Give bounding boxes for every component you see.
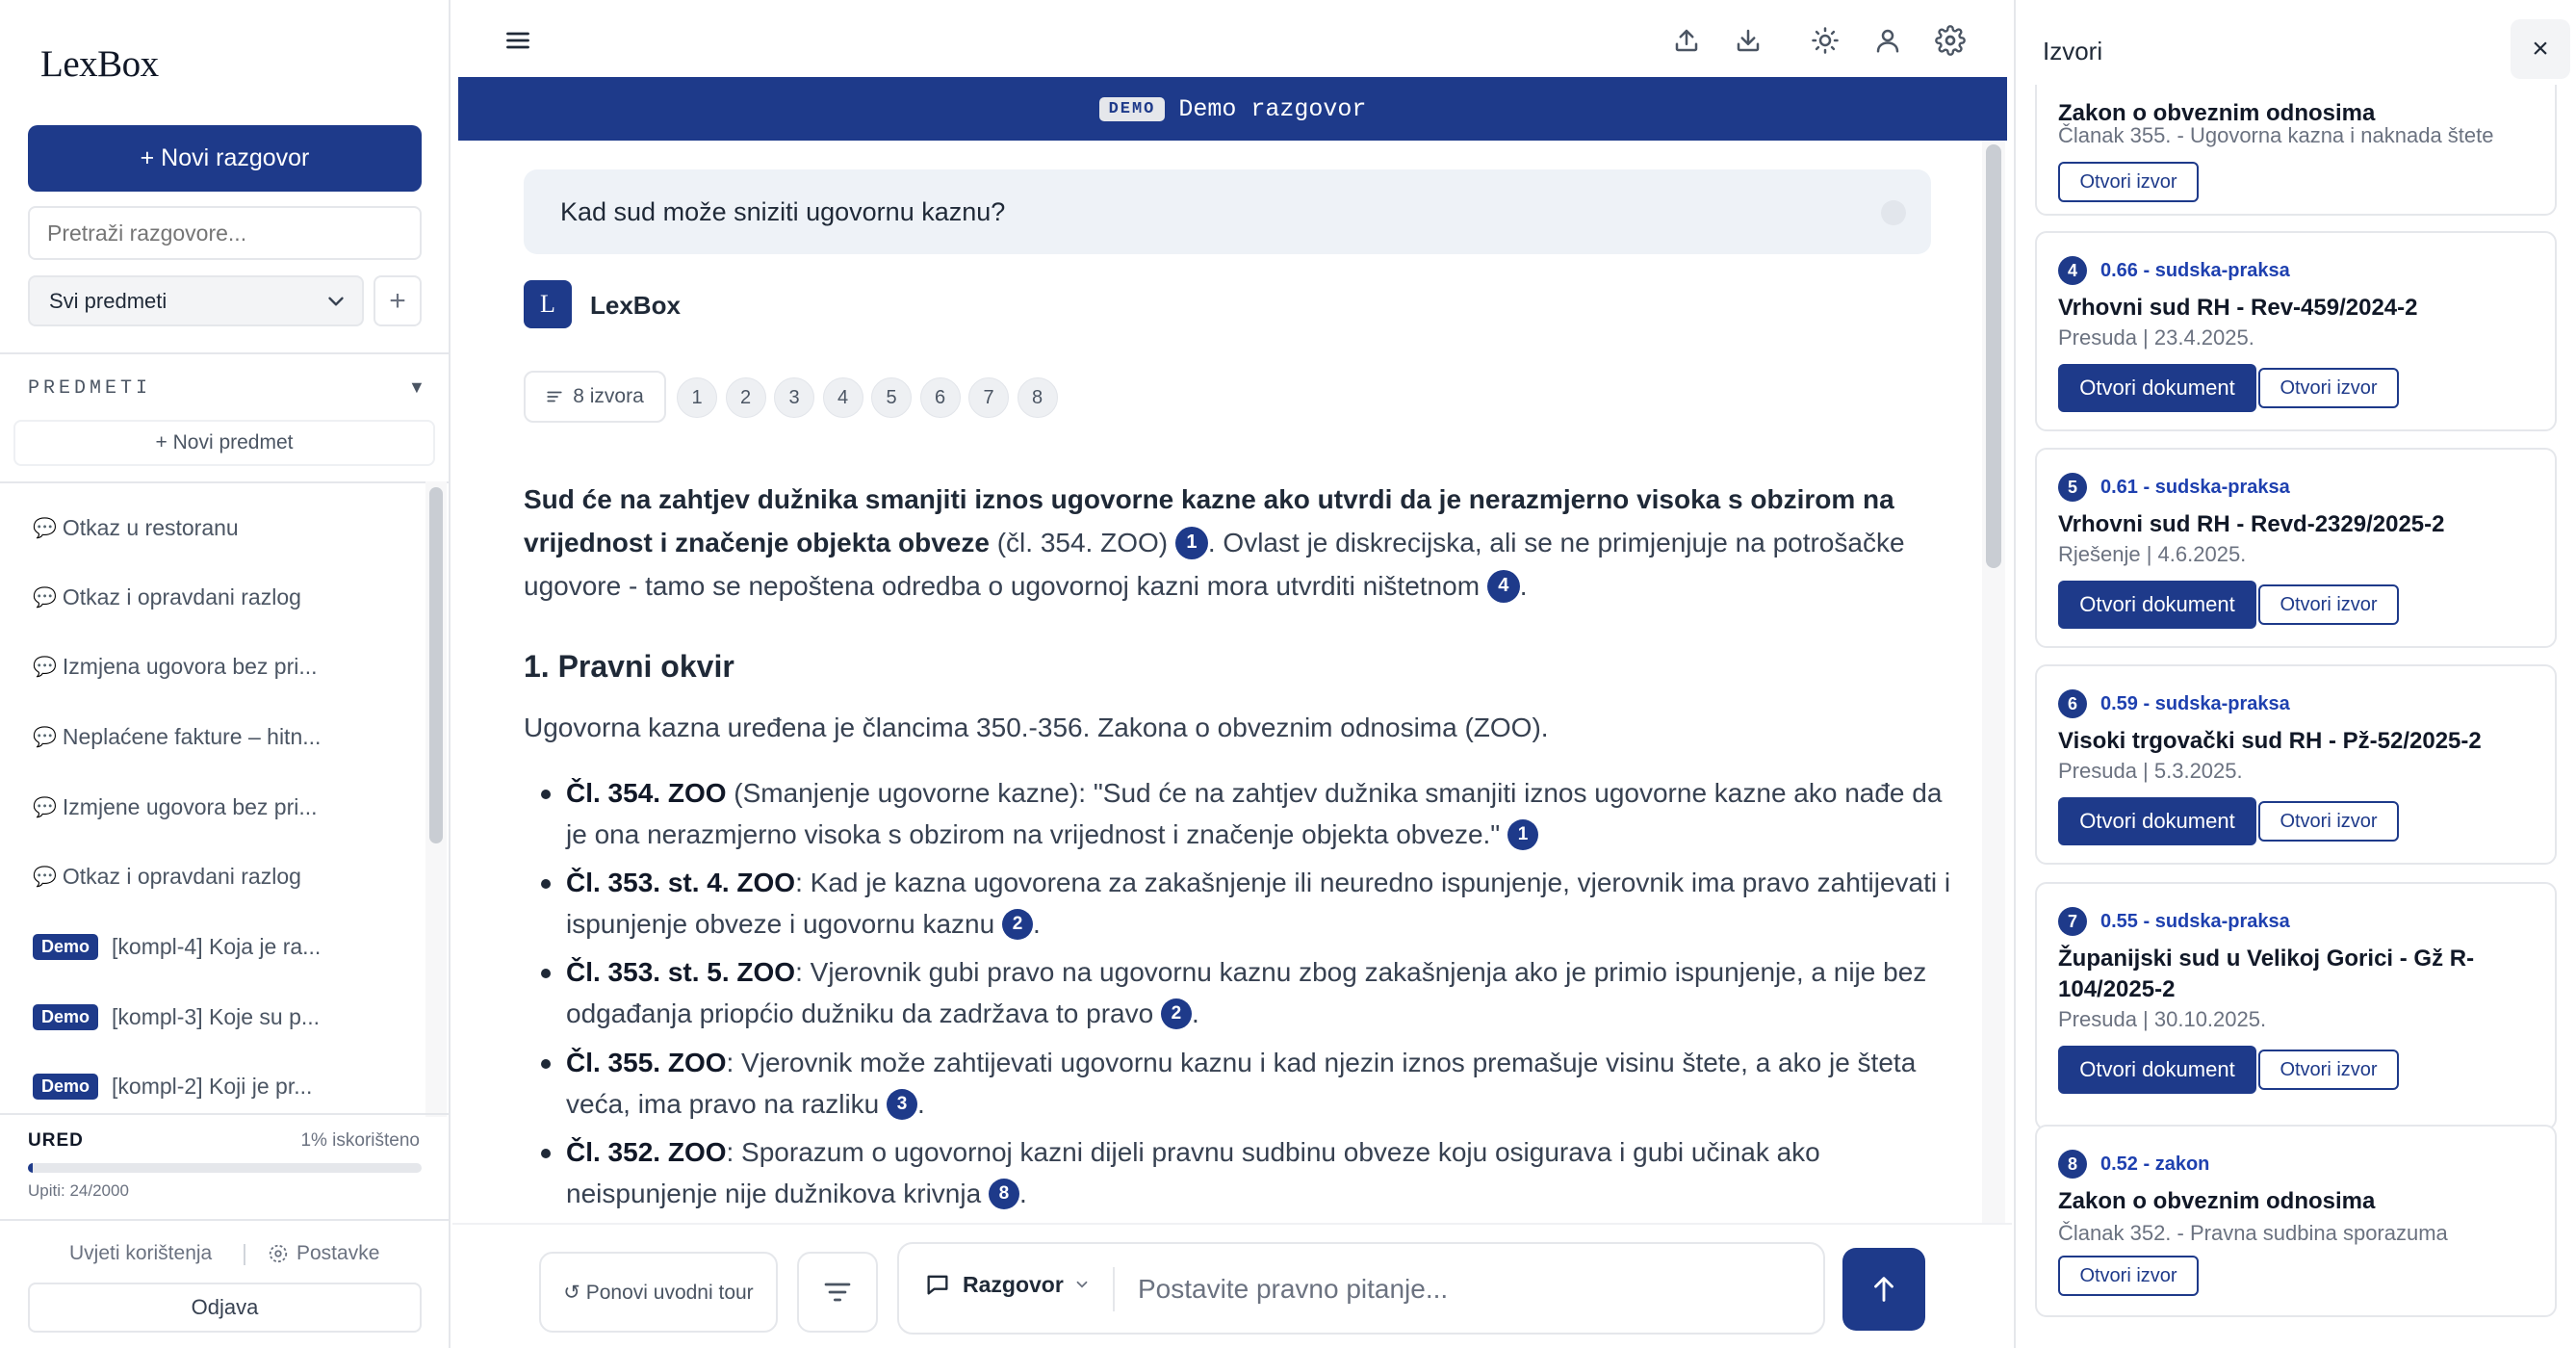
chat-scrollbar[interactable]	[1986, 144, 2001, 568]
source-title: Zakon o obveznim odnosima	[2058, 1188, 2376, 1214]
conversation-title: [kompl-4] Koja je ra...	[112, 933, 322, 959]
chat-bubble-icon: 💬	[33, 726, 57, 748]
source-pill[interactable]: 4	[823, 377, 863, 418]
citation-badge[interactable]: 1	[1507, 819, 1538, 850]
subjects-heading: PREDMETI	[28, 377, 152, 400]
article-text: (Smanjenje ugovorne kazne): "Sud će na zahtjev dužnika smanjiti iznos ugovorne kazne ako nađe da je ona nerazmjerno visoka s obzirom na vrijednost i značenje objekta obveze."	[566, 778, 1943, 849]
demo-badge: Demo	[33, 1074, 98, 1100]
user-icon	[1873, 26, 1902, 55]
source-meta	[2058, 907, 2290, 936]
conversation-item[interactable]	[33, 859, 301, 894]
download-button[interactable]	[1729, 21, 1767, 60]
demo-tag: DEMO	[1099, 97, 1166, 121]
source-pill[interactable]: 7	[968, 377, 1009, 418]
citation-badge[interactable]: 2	[1161, 998, 1192, 1029]
article-text: : Sporazum o ugovornoj kazni dijeli pravnu sudbinu obveze koju osigurava i gubi učinak ako neispunjenje nije dužnikova krivnja	[566, 1137, 1820, 1208]
source-subtitle: Članak 355. - Ugovorna kazna i naknada štete	[2058, 123, 2494, 147]
conversation-title: Otkaz i opravdani razlog	[62, 583, 301, 609]
filter-icon	[822, 1277, 853, 1308]
answer-lead-bold: Sud će na zahtjev dužnika smanjiti iznos ugovorne kazne ako utvrdi da je nerazmjerno visoka s obzirom na vrijednost i značenje objekta obveze	[524, 484, 1894, 557]
article-end: .	[1191, 998, 1199, 1028]
source-subtitle: Presuda | 5.3.2025.	[2058, 759, 2243, 783]
sources-toggle-button[interactable]	[524, 371, 666, 423]
open-document-button[interactable]: Otvori dokument	[2058, 797, 2256, 845]
chat-main	[452, 0, 2012, 1348]
user-question-text: Kad sud može sniziti ugovornu kaznu?	[560, 196, 1006, 226]
source-card	[2035, 85, 2557, 216]
source-pill[interactable]: 5	[871, 377, 912, 418]
sources-panel-title: Izvori	[2043, 37, 2103, 65]
source-title: Zakon o obveznim odnosima	[2058, 100, 2376, 126]
usage-percent: 1% iskorišteno	[300, 1130, 420, 1151]
source-card	[2035, 664, 2557, 865]
open-source-button[interactable]: Otvori izvor	[2058, 1256, 2199, 1296]
divider	[244, 1244, 245, 1265]
citation-badge[interactable]: 2	[1002, 909, 1033, 940]
open-document-button[interactable]: Otvori dokument	[2058, 364, 2256, 412]
source-score: 0.66 - sudska-praksa	[2100, 259, 2290, 281]
conversation-title: [kompl-3] Koje su p...	[112, 1003, 321, 1029]
demo-banner	[458, 77, 2007, 141]
citation-badge[interactable]: 8	[989, 1179, 1019, 1209]
open-source-button[interactable]: Otvori izvor	[2258, 584, 2399, 625]
source-subtitle: Presuda | 30.10.2025.	[2058, 1007, 2267, 1031]
source-score: 0.61 - sudska-praksa	[2100, 476, 2290, 498]
conversation-item[interactable]	[33, 580, 301, 614]
source-card	[2035, 1125, 2557, 1317]
source-pill[interactable]: 8	[1018, 377, 1058, 418]
source-pill[interactable]: 2	[726, 377, 766, 418]
bot-name: LexBox	[590, 291, 681, 320]
article-reference: Čl. 353. st. 4. ZOO	[566, 868, 796, 897]
article-end: .	[1018, 1179, 1027, 1208]
source-card	[2035, 448, 2557, 648]
chat-bubble-icon: 💬	[33, 796, 57, 818]
menu-button[interactable]	[499, 21, 537, 60]
chevron-down-icon	[323, 289, 348, 314]
conversation-item[interactable]	[33, 790, 318, 824]
logout-button[interactable]: Odjava	[28, 1283, 422, 1333]
article-reference: Čl. 354. ZOO	[566, 778, 727, 808]
source-title: Vrhovni sud RH - Revd-2329/2025-2	[2058, 511, 2445, 537]
divider	[0, 1219, 449, 1221]
demo-badge: Demo	[33, 1004, 98, 1030]
conversation-title: Otkaz i opravdani razlog	[62, 863, 301, 889]
open-document-button[interactable]: Otvori dokument	[2058, 1046, 2256, 1094]
new-subject-button[interactable]: + Novi predmet	[13, 420, 435, 466]
subject-filter-select[interactable]	[28, 275, 364, 326]
source-title: Visoki trgovački sud RH - Pž-52/2025-2	[2058, 728, 2482, 754]
divider	[0, 481, 449, 483]
legal-article-item	[566, 1042, 1952, 1125]
conversation-title: Demo razgovor	[1178, 94, 1367, 123]
conversation-title: Izmjena ugovora bez pri...	[62, 653, 318, 679]
article-text: : Kad je kazna ugovorena za zakašnjenje ili neuredno ispunjenje, vjerovnik ima pravo zahtijevati i ispunjenje obveze i ugovornu kaznu	[566, 868, 1951, 939]
conversation-list	[0, 485, 424, 1111]
conversation-item[interactable]	[33, 719, 321, 754]
answer-lead-end: .	[1519, 571, 1528, 601]
add-subject-button[interactable]	[374, 275, 422, 326]
conversation-item[interactable]	[33, 999, 320, 1034]
source-pill[interactable]: 6	[920, 377, 961, 418]
chat-bubble-icon	[924, 1271, 951, 1298]
legal-article-item	[566, 772, 1952, 855]
citation-badge[interactable]: 1	[1175, 527, 1208, 559]
open-source-button[interactable]: Otvori izvor	[2258, 368, 2399, 408]
legal-article-item	[566, 862, 1952, 945]
source-number: 6	[2058, 689, 2087, 718]
upload-icon	[1672, 26, 1701, 55]
citation-badge[interactable]: 4	[1487, 570, 1520, 603]
usage-queries: Upiti: 24/2000	[28, 1181, 129, 1200]
source-pill[interactable]: 3	[774, 377, 814, 418]
bot-avatar: L	[524, 280, 572, 328]
conversation-item[interactable]	[33, 929, 321, 964]
source-title: Županijski sud u Velikoj Gorici - Gž R-104/2025-2	[2058, 946, 2475, 1002]
close-icon[interactable]: ×	[2511, 19, 2570, 79]
chat-bubble-icon: 💬	[33, 517, 57, 539]
theme-toggle-button[interactable]	[1806, 21, 1844, 60]
mode-select-value: Razgovor	[963, 1271, 1064, 1297]
new-conversation-button[interactable]: + Novi razgovor	[28, 125, 422, 192]
usage-plan-label: URED	[28, 1130, 84, 1151]
app-logo: LexBox	[40, 43, 159, 85]
source-card-list	[2016, 85, 2576, 1348]
divider	[0, 352, 449, 354]
source-subtitle: Članak 352. - Pravna sudbina sporazuma	[2058, 1221, 2448, 1245]
gear-icon	[1935, 25, 1966, 56]
citation-badge[interactable]: 3	[887, 1089, 917, 1120]
avatar	[1881, 200, 1906, 225]
article-reference: Čl. 352. ZOO	[566, 1137, 727, 1167]
chat-bubble-icon: 💬	[33, 656, 57, 678]
subject-filter-value: Svi predmeti	[49, 288, 167, 313]
chevron-down-icon	[1073, 1276, 1091, 1293]
terms-link[interactable]: Uvjeti korištenja	[69, 1242, 213, 1264]
usage-progress-bar	[28, 1163, 422, 1173]
collapse-triangle-icon[interactable]: ▼	[408, 377, 425, 397]
gear-icon	[268, 1243, 289, 1264]
source-meta	[2058, 473, 2290, 502]
open-document-button[interactable]: Otvori dokument	[2058, 581, 2256, 629]
answer-lead-rest: . Ovlast je diskrecijska, ali se ne primjenjuje na potrošačke ugovore - tamo se nepoštena odredba o ugovornoj kazni mora utvrditi ništetnom	[524, 528, 1905, 601]
usage-progress-fill	[28, 1163, 33, 1173]
answer-lead-ref: (čl. 354. ZOO)	[989, 528, 1175, 557]
chat-input-box	[897, 1242, 1825, 1335]
settings-link[interactable]	[268, 1242, 379, 1265]
legal-article-item	[566, 951, 1952, 1034]
sidebar-scrollbar[interactable]	[429, 487, 443, 843]
source-meta	[2058, 1150, 2209, 1179]
settings-button[interactable]	[1931, 21, 1970, 60]
send-button[interactable]	[1842, 1248, 1925, 1331]
open-source-button[interactable]: Otvori izvor	[2058, 162, 2199, 202]
chat-bubble-icon: 💬	[33, 866, 57, 888]
sun-icon	[1811, 26, 1840, 55]
section-intro: Ugovorna kazna uređena je člancima 350.-356. Zakona o obveznim odnosima (ZOO).	[524, 713, 1549, 742]
source-title: Vrhovni sud RH - Rev-459/2024-2	[2058, 295, 2418, 321]
settings-link-label: Postavke	[296, 1242, 380, 1264]
source-subtitle: Presuda | 23.4.2025.	[2058, 325, 2254, 350]
source-meta	[2058, 689, 2290, 718]
replay-tour-button[interactable]: ↺ Ponovi uvodni tour	[539, 1252, 778, 1333]
user-question	[524, 169, 1931, 254]
sidebar	[0, 0, 451, 1348]
source-number: 7	[2058, 907, 2087, 936]
source-number: 5	[2058, 473, 2087, 502]
source-number: 8	[2058, 1150, 2087, 1179]
source-meta	[2058, 256, 2290, 285]
chat-bubble-icon: 💬	[33, 586, 57, 609]
chat-input[interactable]	[1138, 1263, 1802, 1315]
source-score: 0.59 - sudska-praksa	[2100, 692, 2290, 714]
download-icon	[1734, 26, 1763, 55]
section-heading: 1. Pravni okvir	[524, 649, 734, 684]
article-text: : Vjerovnik gubi pravo na ugovornu kaznu zbog zakašnjenja ako je primio ispunjenje, a nije bez odgađanja priopćio dužniku da zadržava to pravo	[566, 957, 1927, 1028]
conversation-title: Izmjene ugovora bez pri...	[62, 793, 318, 819]
conversation-item[interactable]	[33, 649, 318, 684]
answer-lead	[524, 478, 1948, 608]
article-reference: Čl. 353. st. 5. ZOO	[566, 957, 796, 987]
sources-panel	[2014, 0, 2576, 1348]
mode-select[interactable]	[924, 1271, 1102, 1298]
conversation-title: [kompl-2] Koji je pr...	[112, 1073, 313, 1099]
conversation-item[interactable]	[33, 1069, 312, 1103]
source-number: 4	[2058, 256, 2087, 285]
source-card	[2035, 882, 2557, 1130]
list-icon	[546, 388, 563, 405]
filter-button[interactable]	[797, 1252, 878, 1333]
conversation-title: Otkaz u restoranu	[62, 514, 239, 540]
divider	[1113, 1267, 1115, 1311]
menu-icon	[504, 27, 531, 54]
search-conversations-input[interactable]	[28, 206, 422, 260]
export-button[interactable]	[1667, 21, 1706, 60]
legal-article-item	[566, 1131, 1952, 1214]
article-end: .	[1032, 909, 1041, 939]
profile-button[interactable]	[1868, 21, 1907, 60]
article-text: : Vjerovnik može zahtijevati ugovornu kaznu i kad njezin iznos premašuje visinu štete, a ako je šteta veća, ima pravo na razliku	[566, 1048, 1917, 1119]
arrow-up-icon	[1868, 1273, 1900, 1306]
divider	[0, 1113, 449, 1115]
source-card	[2035, 231, 2557, 431]
source-pill[interactable]: 1	[677, 377, 717, 418]
source-score: 0.52 - zakon	[2100, 1153, 2210, 1175]
conversation-title: Neplaćene fakture – hitn...	[62, 723, 322, 749]
demo-badge: Demo	[33, 934, 98, 960]
plus-icon: +	[389, 284, 406, 317]
article-reference: Čl. 355. ZOO	[566, 1048, 727, 1077]
source-score: 0.55 - sudska-praksa	[2100, 910, 2290, 932]
conversation-item[interactable]	[33, 510, 239, 545]
sources-count: 8 izvora	[573, 385, 644, 407]
source-subtitle: Rješenje | 4.6.2025.	[2058, 542, 2247, 566]
article-end: .	[917, 1089, 925, 1119]
open-source-button[interactable]: Otvori izvor	[2258, 801, 2399, 842]
open-source-button[interactable]: Otvori izvor	[2258, 1050, 2399, 1090]
